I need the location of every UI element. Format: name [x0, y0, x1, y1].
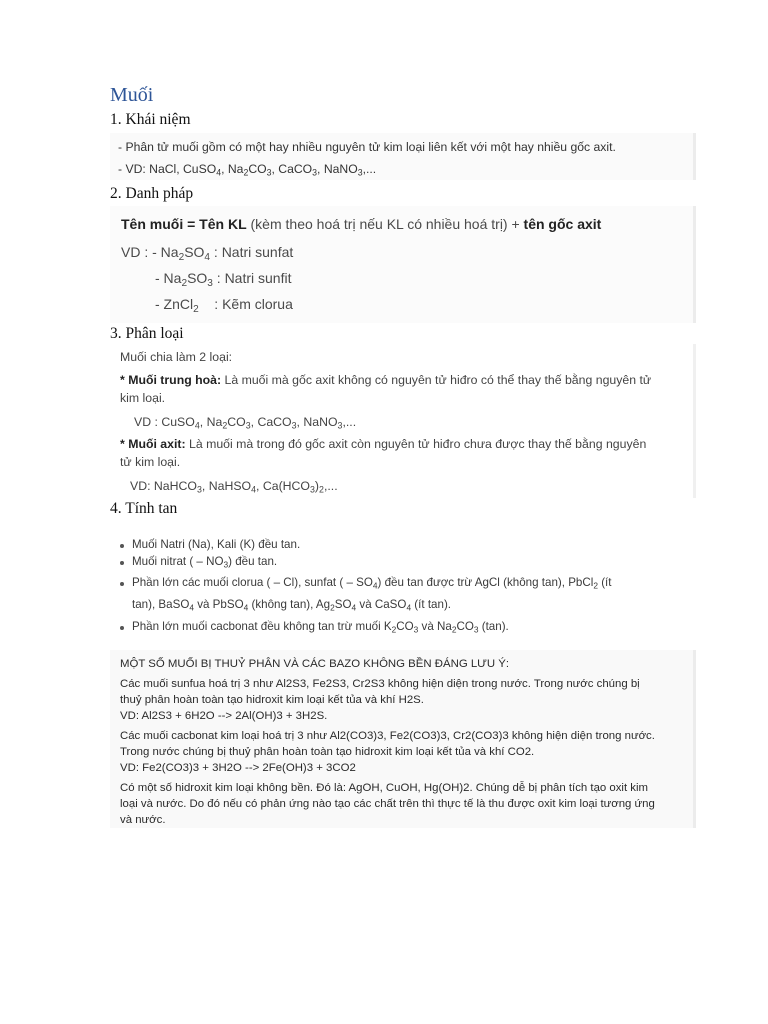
hydrolysis-note-box: [110, 650, 696, 828]
solubility-item-2: Muối nitrat ( – $NO_3$) đều tan.: [132, 555, 278, 570]
note-line: và nước.: [120, 814, 166, 826]
neutral-salt-example: VD : CuSO$_4$, $Na_2CO_3$, CaCO$_3$, NaNO$_3$,...: [134, 415, 357, 431]
solubility-item-1: Muối Natri (Na), Kali (K) đều tan.: [132, 538, 301, 551]
list-item: [120, 538, 300, 551]
nomenclature-rule: [121, 216, 601, 232]
acid-salt-definition: [120, 437, 646, 451]
nomenclature-example-1: VD : - $Na_2SO_4$ : Natri sunfat: [121, 244, 294, 264]
classification-intro: Muối chia làm 2 loại:: [120, 350, 233, 364]
note-line: loại và nước. Do đó nếu có phản ứng nào tạo các chất trên thì thực tế là thu được oxit kim loại tương ứng: [120, 798, 655, 810]
classification-box: [110, 344, 696, 498]
section-heading-tinh-tan: 4. Tính tan: [110, 500, 178, 517]
nomenclature-box: [110, 206, 696, 323]
bullet-icon: [120, 582, 124, 586]
section-heading-khai-niem: 1. Khái niệm: [110, 111, 191, 128]
note-line: Các muối cacbonat kim loại hoá trị 3 như Al2(CO3)3, Fe2(CO3)3, Cr2(CO3)3 không hiện diện trong nước.: [120, 730, 655, 742]
bullet-icon: [120, 626, 124, 630]
definition-box: [110, 133, 696, 180]
solubility-box: [110, 528, 693, 638]
list-item: [120, 576, 612, 589]
rule-bold-acid-radical: tên gốc axit: [523, 216, 602, 232]
acid-salt-text: Là muối mà trong đó gốc axit còn nguyên tử hiđro chưa được thay thế bằng nguyên: [185, 437, 647, 451]
rule-bold-salt-name: Tên muối = Tên KL: [121, 216, 247, 232]
bullet-icon: [120, 561, 124, 565]
nomenclature-example-2: - $Na_2SO_3$ : Natri sunfit: [155, 270, 292, 290]
note-line: Có một số hidroxit kim loại không bền. Đó là: AgOH, CuOH, Hg(OH)2. Chúng dễ bị phân tích tạo oxit kim: [120, 782, 649, 794]
note-line: Trong nước chúng bị thuỷ phân hoàn toàn tạo hidroxit kim loại kết tủa và khí CO2.: [120, 746, 535, 758]
page-title: Muối: [110, 84, 154, 106]
list-item: [120, 620, 509, 633]
note-line: VD: Fe2(CO3)3 + 3H2O --> 2Fe(OH)3 + 3CO2: [120, 762, 356, 774]
solubility-item-4: Phần lớn muối cacbonat đều không tan trừ muối $K_2CO_3$ và $Na_2CO_3$ (tan).: [132, 620, 509, 635]
definition-text: - Phân tử muối gồm có một hay nhiều nguyên tử kim loại liên kết với một hay nhiều gốc axit.: [118, 140, 616, 154]
bullet-icon: [120, 544, 124, 548]
note-line: Các muối sunfua hoá trị 3 như Al2S3, Fe2S3, Cr2S3 không hiện diện trong nước. Trong nước chúng bị: [120, 678, 640, 690]
solubility-item-3-cont: tan), BaSO$_4$ và PbSO$_4$ (không tan), $Ag_2SO_4$ và CaSO$_4$ (ít tan).: [132, 598, 452, 613]
definition-example: - VD: NaCl, CuSO$_4$, $Na_2CO_3$, CaCO$_3$, NaNO$_3$,...: [118, 162, 377, 178]
note-line: MỘT SỐ MUỐI BỊ THUỶ PHÂN VÀ CÁC BAZO KHÔNG BỀN ĐÁNG LƯU Ý:: [120, 658, 510, 670]
list-item: [120, 555, 277, 568]
acid-salt-definition-cont: tử kim loại.: [120, 455, 181, 469]
neutral-salt-label: * Muối trung hoà:: [120, 373, 222, 387]
section-heading-phan-loai: 3. Phân loại: [110, 325, 184, 342]
section-heading-danh-phap: 2. Danh pháp: [110, 185, 194, 202]
neutral-salt-definition-cont: kim loại.: [120, 391, 166, 405]
neutral-salt-definition: [120, 373, 651, 387]
rule-middle-text: (kèm theo hoá trị nếu KL có nhiều hoá trị) +: [246, 216, 524, 232]
note-line: VD: Al2S3 + 6H2O --> 2Al(OH)3 + 3H2S.: [120, 710, 328, 722]
neutral-salt-text: Là muối mà gốc axit không có nguyên tử hiđro có thể thay thế bằng nguyên tử: [221, 373, 652, 387]
note-line: thuỷ phân hoàn toàn tạo hidroxit kim loại kết tủa và khí H2S.: [120, 694, 424, 706]
nomenclature-example-3: - ZnCl$_2$ : Kẽm clorua: [155, 296, 293, 316]
solubility-item-3: Phần lớn các muối clorua ( – Cl), sunfat ( – $SO_4$) đều tan được trừ AgCl (không tan), PbCl$_2$ (ít: [132, 576, 612, 591]
acid-salt-example: VD: NaHCO$_3$, NaHSO$_4$, $Ca(HCO_3)_2$,...: [130, 479, 338, 495]
acid-salt-label: * Muối axit:: [120, 437, 186, 451]
